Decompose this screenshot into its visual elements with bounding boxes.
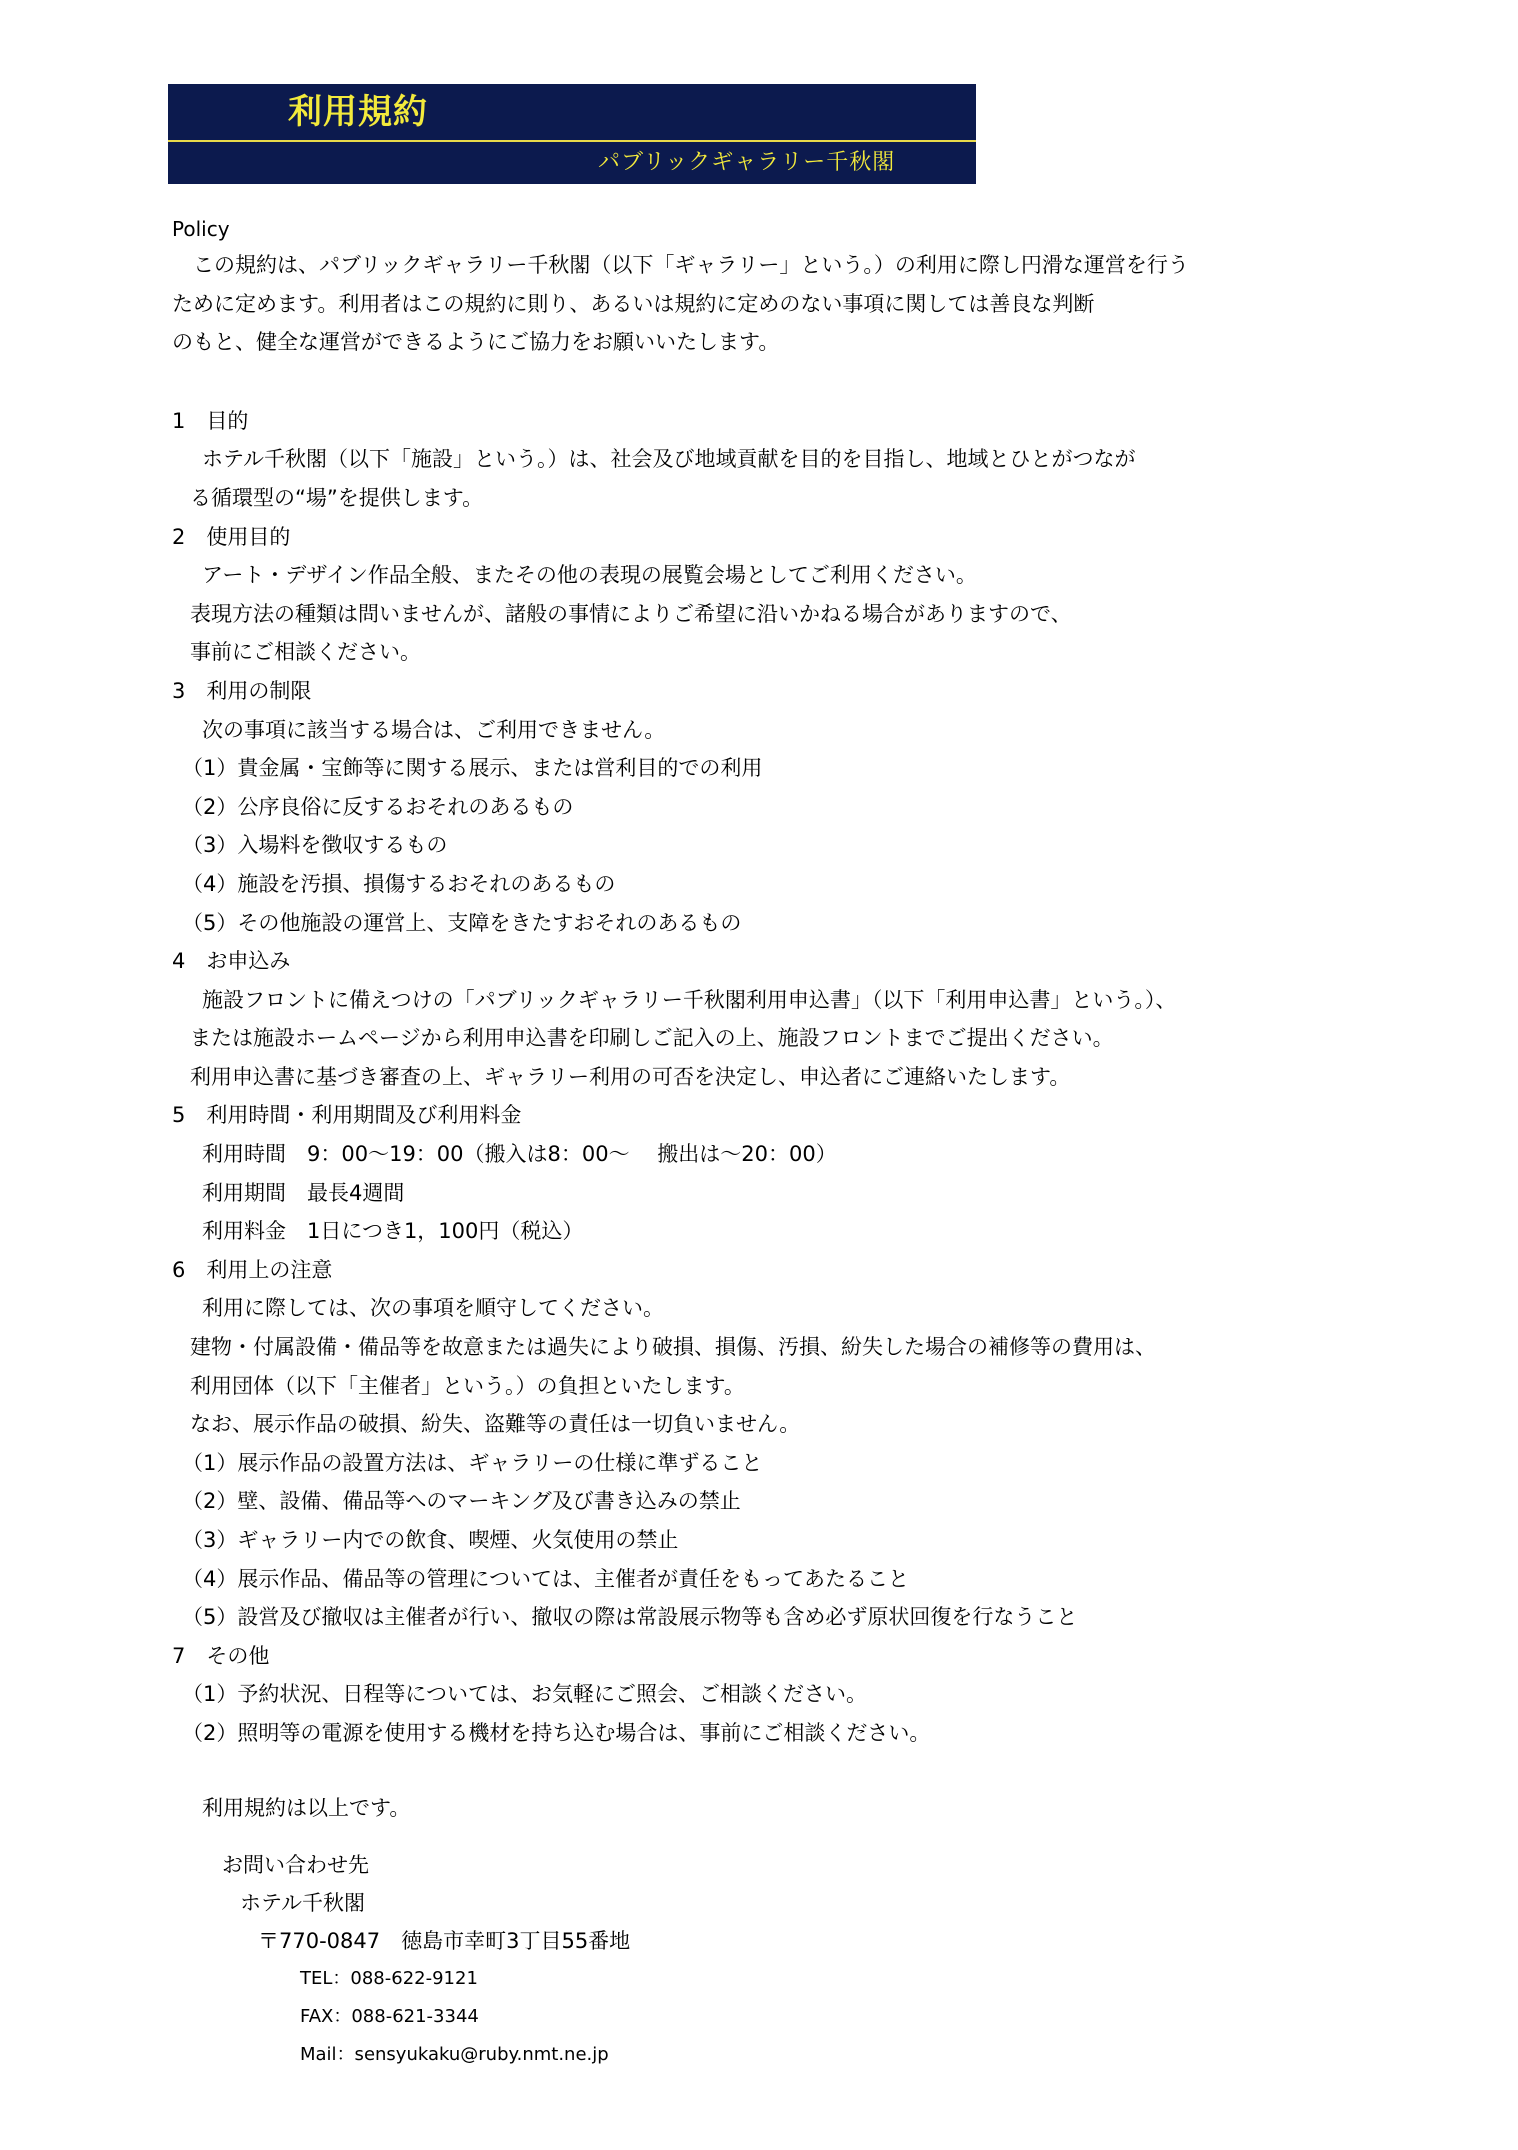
- section-heading-hours-fees: 5 利用時間・利用期間及び利用料金: [172, 1103, 522, 1128]
- list-item: （1）貴金属・宝飾等に関する展示、または営利目的での利用: [182, 756, 763, 781]
- contact-address: 〒770-0847 徳島市幸町3丁目55番地: [258, 1929, 631, 1953]
- contact-tel: TEL：088-622-9121: [300, 1968, 478, 1989]
- page-subtitle: パブリックギャラリー千秋閣: [598, 150, 896, 175]
- list-item: （5）その他施設の運営上、支障をきたすおそれのあるもの: [182, 910, 742, 935]
- page-title: 利用規約: [288, 92, 428, 132]
- intro-line: この規約は、パブリックギャラリー千秋閣（以下「ギャラリー」という。）の利用に際し円滑な運営を行う: [193, 253, 1189, 277]
- title-banner: [168, 84, 976, 184]
- policy-body: [172, 212, 1352, 1827]
- list-item: （4）施設を汚損、損傷するおそれのあるもの: [182, 871, 616, 896]
- intro-line: のもと、健全な運営ができるようにご協力をお願いいたします。: [172, 330, 780, 355]
- section-line: 利用申込書に基づき審査の上、ギャラリー利用の可否を決定し、申込者にご連絡いたします。: [190, 1064, 1071, 1089]
- section-heading-notes: 6 利用上の注意: [172, 1257, 333, 1282]
- section-line: または施設ホームページから利用申込書を印刷しご記入の上、施設フロントまでご提出ください。: [190, 1026, 1114, 1051]
- section-line: 事前にご相談ください。: [190, 640, 421, 665]
- list-item: （3）入場料を徴収するもの: [182, 833, 448, 858]
- banner-divider: [168, 140, 976, 142]
- contact-block: [222, 1846, 630, 2074]
- section-line: 利用時間 9：00～19：00（搬入は8：00～ 搬出は～20：00）: [202, 1142, 837, 1167]
- section-line: 利用料金 1日につき1，100円（税込）: [202, 1219, 584, 1244]
- section-line: る循環型の“場”を提供します。: [190, 485, 484, 510]
- list-item: （2）照明等の電源を使用する機材を持ち込む場合は、事前にご相談ください。: [182, 1720, 931, 1745]
- list-item: （2）壁、設備、備品等へのマーキング及び書き込みの禁止: [182, 1489, 741, 1514]
- section-line: 表現方法の種類は問いませんが、諸般の事情によりご希望に沿いかねる場合がありますので、: [190, 601, 1072, 626]
- closing-text: 利用規約は以上です。: [202, 1795, 411, 1820]
- section-line: 利用期間 最長4週間: [202, 1180, 405, 1205]
- section-line: 施設フロントに備えつけの「パブリックギャラリー千秋閣利用申込書」（以下「利用申込書」という。）、: [202, 987, 1177, 1012]
- section-heading-application: 4 お申込み: [172, 949, 291, 974]
- section-line: 利用団体（以下「主催者」という。）の負担といたします。: [190, 1373, 745, 1398]
- section-line: ホテル千秋閣（以下「施設」という。）は、社会及び地域貢献を目的を目指し、地域とひとがつなが: [202, 447, 1136, 472]
- section-line: アート・デザイン作品全般、またその他の表現の展覧会場としてご利用ください。: [202, 563, 977, 588]
- section-heading-restrictions: 3 利用の制限: [172, 678, 312, 703]
- contact-label: お問い合わせ先: [222, 1853, 369, 1877]
- section-line: 次の事項に該当する場合は、ご利用できません。: [202, 717, 666, 742]
- list-item: （3）ギャラリー内での飲食、喫煙、火気使用の禁止: [182, 1528, 679, 1552]
- policy-label: Policy: [172, 217, 230, 241]
- contact-name: ホテル千秋閣: [240, 1891, 365, 1915]
- intro-line: ために定めます。利用者はこの規約に則り、あるいは規約に定めのない事項に関しては善良な判断: [172, 291, 1095, 316]
- contact-mail[interactable]: Mail：sensyukaku@ruby.nmt.ne.jp: [300, 2044, 609, 2065]
- contact-fax: FAX：088-621-3344: [300, 2006, 479, 2027]
- section-line: 利用に際しては、次の事項を順守してください。: [202, 1296, 664, 1321]
- section-line: 建物・付属設備・備品等を故意または過失により破損、損傷、汚損、紛失した場合の補修等の費用は、: [190, 1335, 1156, 1360]
- list-item: （2）公序良俗に反するおそれのあるもの: [182, 794, 574, 819]
- list-item: （1）予約状況、日程等については、お気軽にご照会、ご相談ください。: [182, 1682, 867, 1707]
- list-item: （5）設営及び撤収は主催者が行い、撤収の際は常設展示物等も含め必ず原状回復を行なうこと: [182, 1605, 1078, 1630]
- list-item: （4）展示作品、備品等の管理については、主催者が責任をもってあたること: [182, 1566, 909, 1591]
- section-line: なお、展示作品の破損、紛失、盗難等の責任は一切負いません。: [190, 1412, 801, 1437]
- section-heading-other: 7 その他: [172, 1643, 270, 1668]
- list-item: （1）展示作品の設置方法は、ギャラリーの仕様に準ずること: [182, 1450, 763, 1475]
- section-heading-purpose: 1 目的: [172, 408, 249, 433]
- section-heading-usage: 2 使用目的: [172, 524, 291, 549]
